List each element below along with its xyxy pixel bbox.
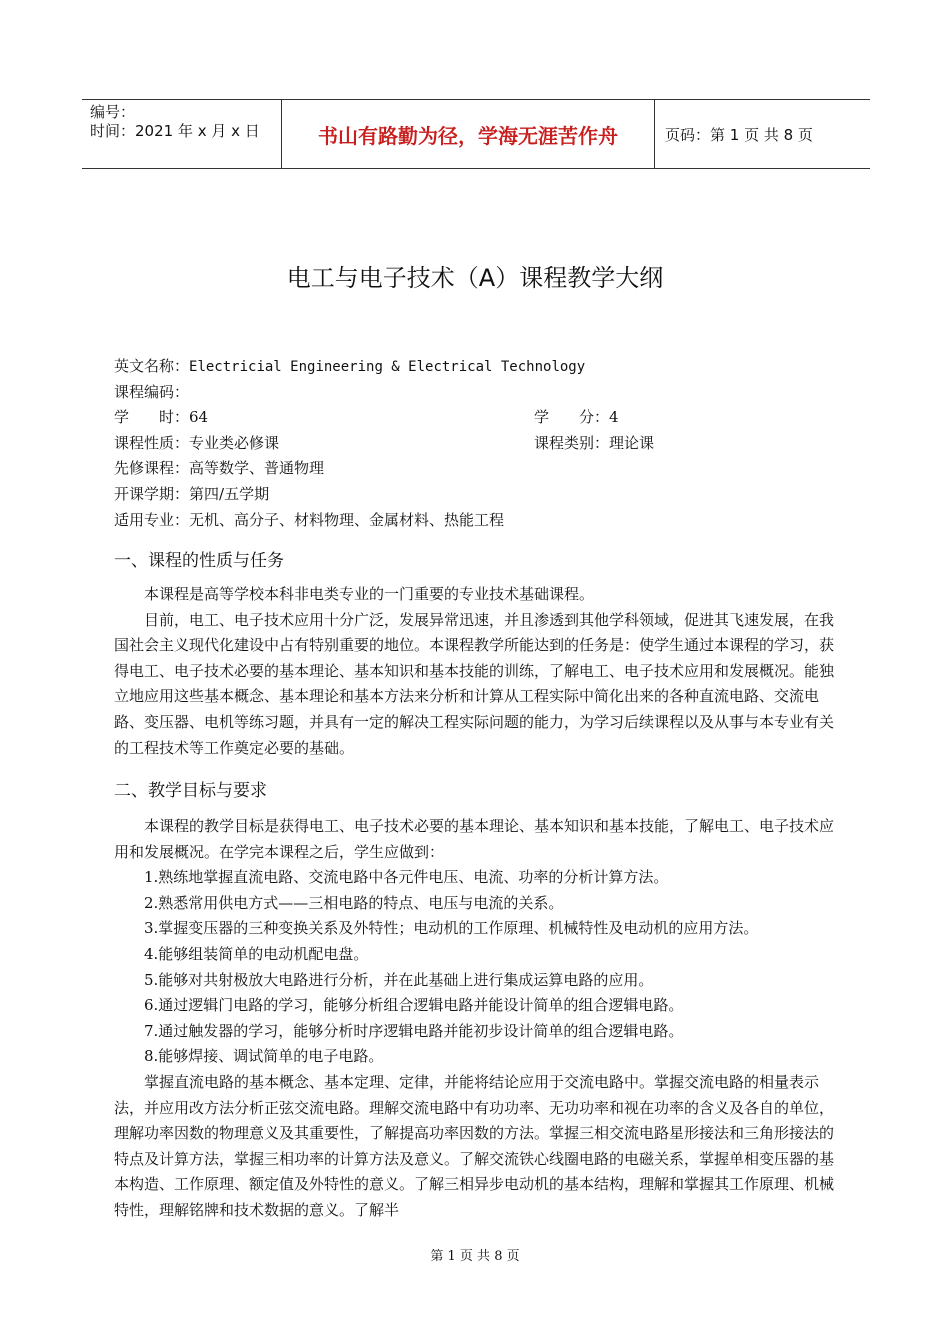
semester-value: 第四/五学期 [189,484,270,503]
document-title: 电工与电子技术（A）课程教学大纲 [286,264,664,292]
header-page-info: 页码：第 1 页 共 8 页 [665,125,813,144]
header-meta [82,100,282,168]
credits-label: 学 分： [534,408,610,427]
document-time: 时间：2021 年 x 月 x 日 [90,122,260,140]
section-2-paragraph-last: 掌握直流电路的基本概念、基本定理、定律，并能将结论应用于交流电路中。掌握交流电路的相量表示法，并应用改方法分析正弦交流电路。理解交流电路中有功功率、无功功率和视在功率的含义及各自的单位，理解功率因数的物理意义及其重要性，了解提高功率因数的方法。掌握三相交流电路星形接法和三角形接法的特点及计算方法，掌握三相功率的计算方法及意义。了解交流铁心线圈电路的电磁关系，掌握单相变压器的基本构造、工作原理、额定值及外特性的意义。了解三相异步电动机的基本结构，理解和掌握其工作原理、机械特性，理解铭牌和技术数据的意义。了解半 [114,1072,835,1219]
info-row-majors [114,508,844,534]
objective-item: 3.掌握变压器的三种变换关系及外特性；电动机的工作原理、机械特性及电动机的应用方法。 [144,919,759,938]
section-2-intro: 本课程的教学目标是获得电工、电子技术必要的基本理论、基本知识和基本技能，了解电工、电子技术应用和发展概况。在学完本课程之后，学生应做到： [114,817,835,861]
majors-label: 适用专业： [114,510,190,529]
section-1-paragraph-2: 目前，电工、电子技术应用十分广泛，发展异常迅速，并且渗透到其他学科领域，促进其飞速发展，在我国社会主义现代化建设中占有特别重要的地位。本课程教学所能达到的任务是：使学生通过本课程的学习，获得电工、电子技术必要的基本理论、基本知识和基本技能的训练，了解电工、电子技术应用和发展概况。能独立地应用这些基本概念、基本理论和基本方法来分析和计算从工程实际中简化出来的各种直流电路、交流电路、变压器、电机等练习题，并具有一定的解决工程实际问题的能力，为学习后续课程以及从事与本专业有关的工程技术等工作奠定必要的基础。 [114,610,835,757]
page-footer: 第 1 页 共 8 页 [430,1249,520,1264]
info-row-prereq [114,456,844,482]
nature-label: 课程性质： [114,433,190,452]
document-number-label: 编号： [90,103,136,121]
objective-item: 4.能够组装简单的电动机配电盘。 [144,944,369,963]
course-code-label: 课程编码： [114,382,190,401]
semester-label: 开课学期： [114,484,190,503]
section-1-paragraph-1: 本课程是高等学校本科非电类专业的一门重要的专业技术基础课程。 [144,585,595,603]
english-name-label: 英文名称： [114,357,190,375]
page-header [82,99,870,169]
info-row-course-code [114,380,844,406]
category-label: 课程类别： [534,433,610,452]
objective-item: 2.熟悉常用供电方式——三相电路的特点、电压与电流的关系。 [144,893,564,912]
prereq-label: 先修课程： [114,459,190,478]
hours-label: 学 时： [114,408,190,427]
nature-value: 专业类必修课 [189,433,280,452]
english-name-value: Electricial Engineering & Electrical Technology [189,359,586,375]
header-motto: 书山有路勤为径，学海无涯苦作舟 [282,100,655,168]
info-row-hours-credits [114,405,844,431]
prereq-value: 高等数学、普通物理 [189,459,325,478]
majors-value: 无机、高分子、材料物理、金属材料、热能工程 [189,510,505,529]
course-info [114,354,844,533]
objective-item: 6.通过逻辑门电路的学习，能够分析组合逻辑电路并能设计简单的组合逻辑电路。 [144,996,684,1015]
info-row-nature-category [114,431,844,457]
section-1-body [114,582,838,761]
section-1-heading: 一、课程的性质与任务 [114,551,284,571]
info-row-english-name [114,354,844,380]
objective-item: 8.能够焊接、调试简单的电子电路。 [144,1047,384,1066]
info-row-semester [114,482,844,508]
section-2-body [114,814,838,1224]
objective-item: 1.熟练地掌握直流电路、交流电路中各元件电压、电流、功率的分析计算方法。 [144,868,669,887]
category-value: 理论课 [609,433,655,452]
credits-value: 4 [609,408,619,427]
objective-item: 5.能够对共射极放大电路进行分析，并在此基础上进行集成运算电路的应用。 [144,970,654,989]
objective-item: 7.通过触发器的学习，能够分析时序逻辑电路并能初步设计简单的组合逻辑电路。 [144,1021,684,1040]
hours-value: 64 [189,408,209,427]
section-2-heading: 二、教学目标与要求 [114,781,267,801]
